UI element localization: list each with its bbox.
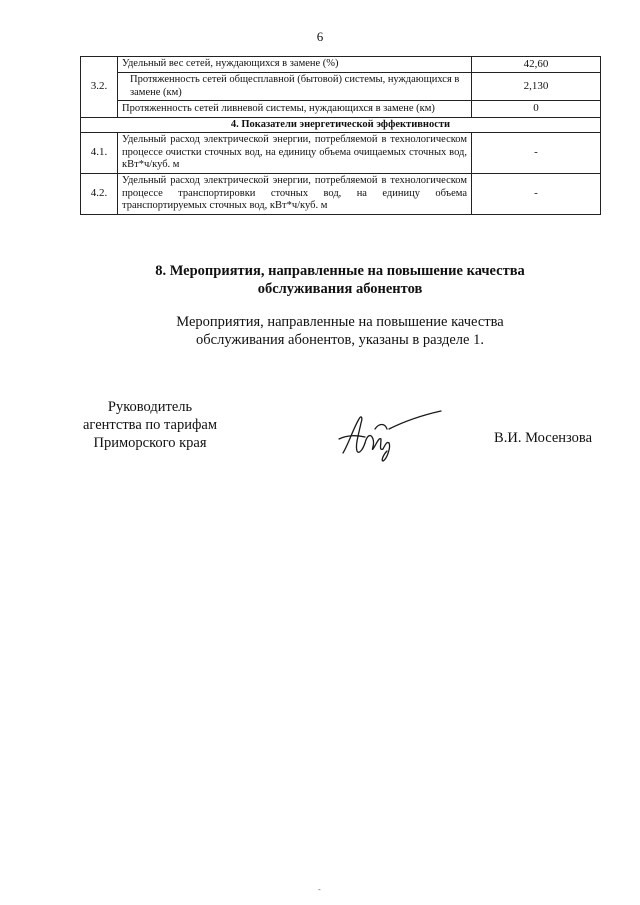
indicator-value: 42,60	[472, 57, 601, 73]
signer-title-line: Приморского края	[93, 435, 207, 451]
table-row	[81, 173, 601, 214]
row-number: 3.2.	[81, 57, 118, 118]
section-8-heading	[0, 262, 640, 298]
section-4-title: 4. Показатели энергетической эффективности	[81, 117, 601, 133]
section-8-text-line: обслуживания абонентов, указаны в разделе 1.	[196, 332, 484, 348]
row-number: 4.2.	[81, 173, 118, 214]
indicator-name: Удельный расход электрической энергии, потребляемой в технологическом процессе транспортировки сточных вод, на единицу объема транспортируемых сточных вод, кВт*ч/куб. м	[118, 173, 472, 214]
section-8-text-line: Мероприятия, направленные на повышение качества	[176, 314, 504, 330]
table-row	[81, 57, 601, 73]
row-number: 4.1.	[81, 133, 118, 174]
signer-title	[80, 398, 220, 452]
indicator-value: -	[472, 133, 601, 174]
section-8-heading-line: 8. Мероприятия, направленные на повышение качества	[155, 263, 525, 279]
signer-title-line: Руководитель	[107, 399, 193, 415]
table-row	[81, 133, 601, 174]
indicator-name: Протяженность сетей общесплавной (бытовой) системы, нуждающихся в замене (км)	[118, 73, 472, 101]
table-section-row	[81, 117, 601, 133]
handwritten-signature	[335, 405, 445, 465]
section-8-heading-line: обслуживания абонентов	[257, 281, 423, 297]
indicator-value: 0	[472, 101, 601, 117]
indicator-name: Удельный расход электрической энергии, потребляемой в технологическом процессе очистки сточных вод, на единицу объема очищаемых сточных вод, кВт*ч/куб. м	[118, 133, 472, 174]
section-8-text	[0, 313, 640, 349]
indicators-table	[80, 56, 601, 215]
signer-title-line: агентства по тарифам	[83, 417, 217, 433]
table-row	[81, 73, 601, 101]
indicator-value: -	[472, 173, 601, 214]
signer-name: В.И. Мосензова	[494, 430, 592, 446]
indicator-name: Протяженность сетей ливневой системы, нуждающихся в замене (км)	[118, 101, 472, 117]
footer-mark: -	[318, 885, 321, 894]
indicator-value: 2,130	[472, 73, 601, 101]
table-row	[81, 101, 601, 117]
indicator-name: Удельный вес сетей, нуждающихся в замене (%)	[118, 57, 472, 73]
page-number: 6	[316, 29, 324, 44]
